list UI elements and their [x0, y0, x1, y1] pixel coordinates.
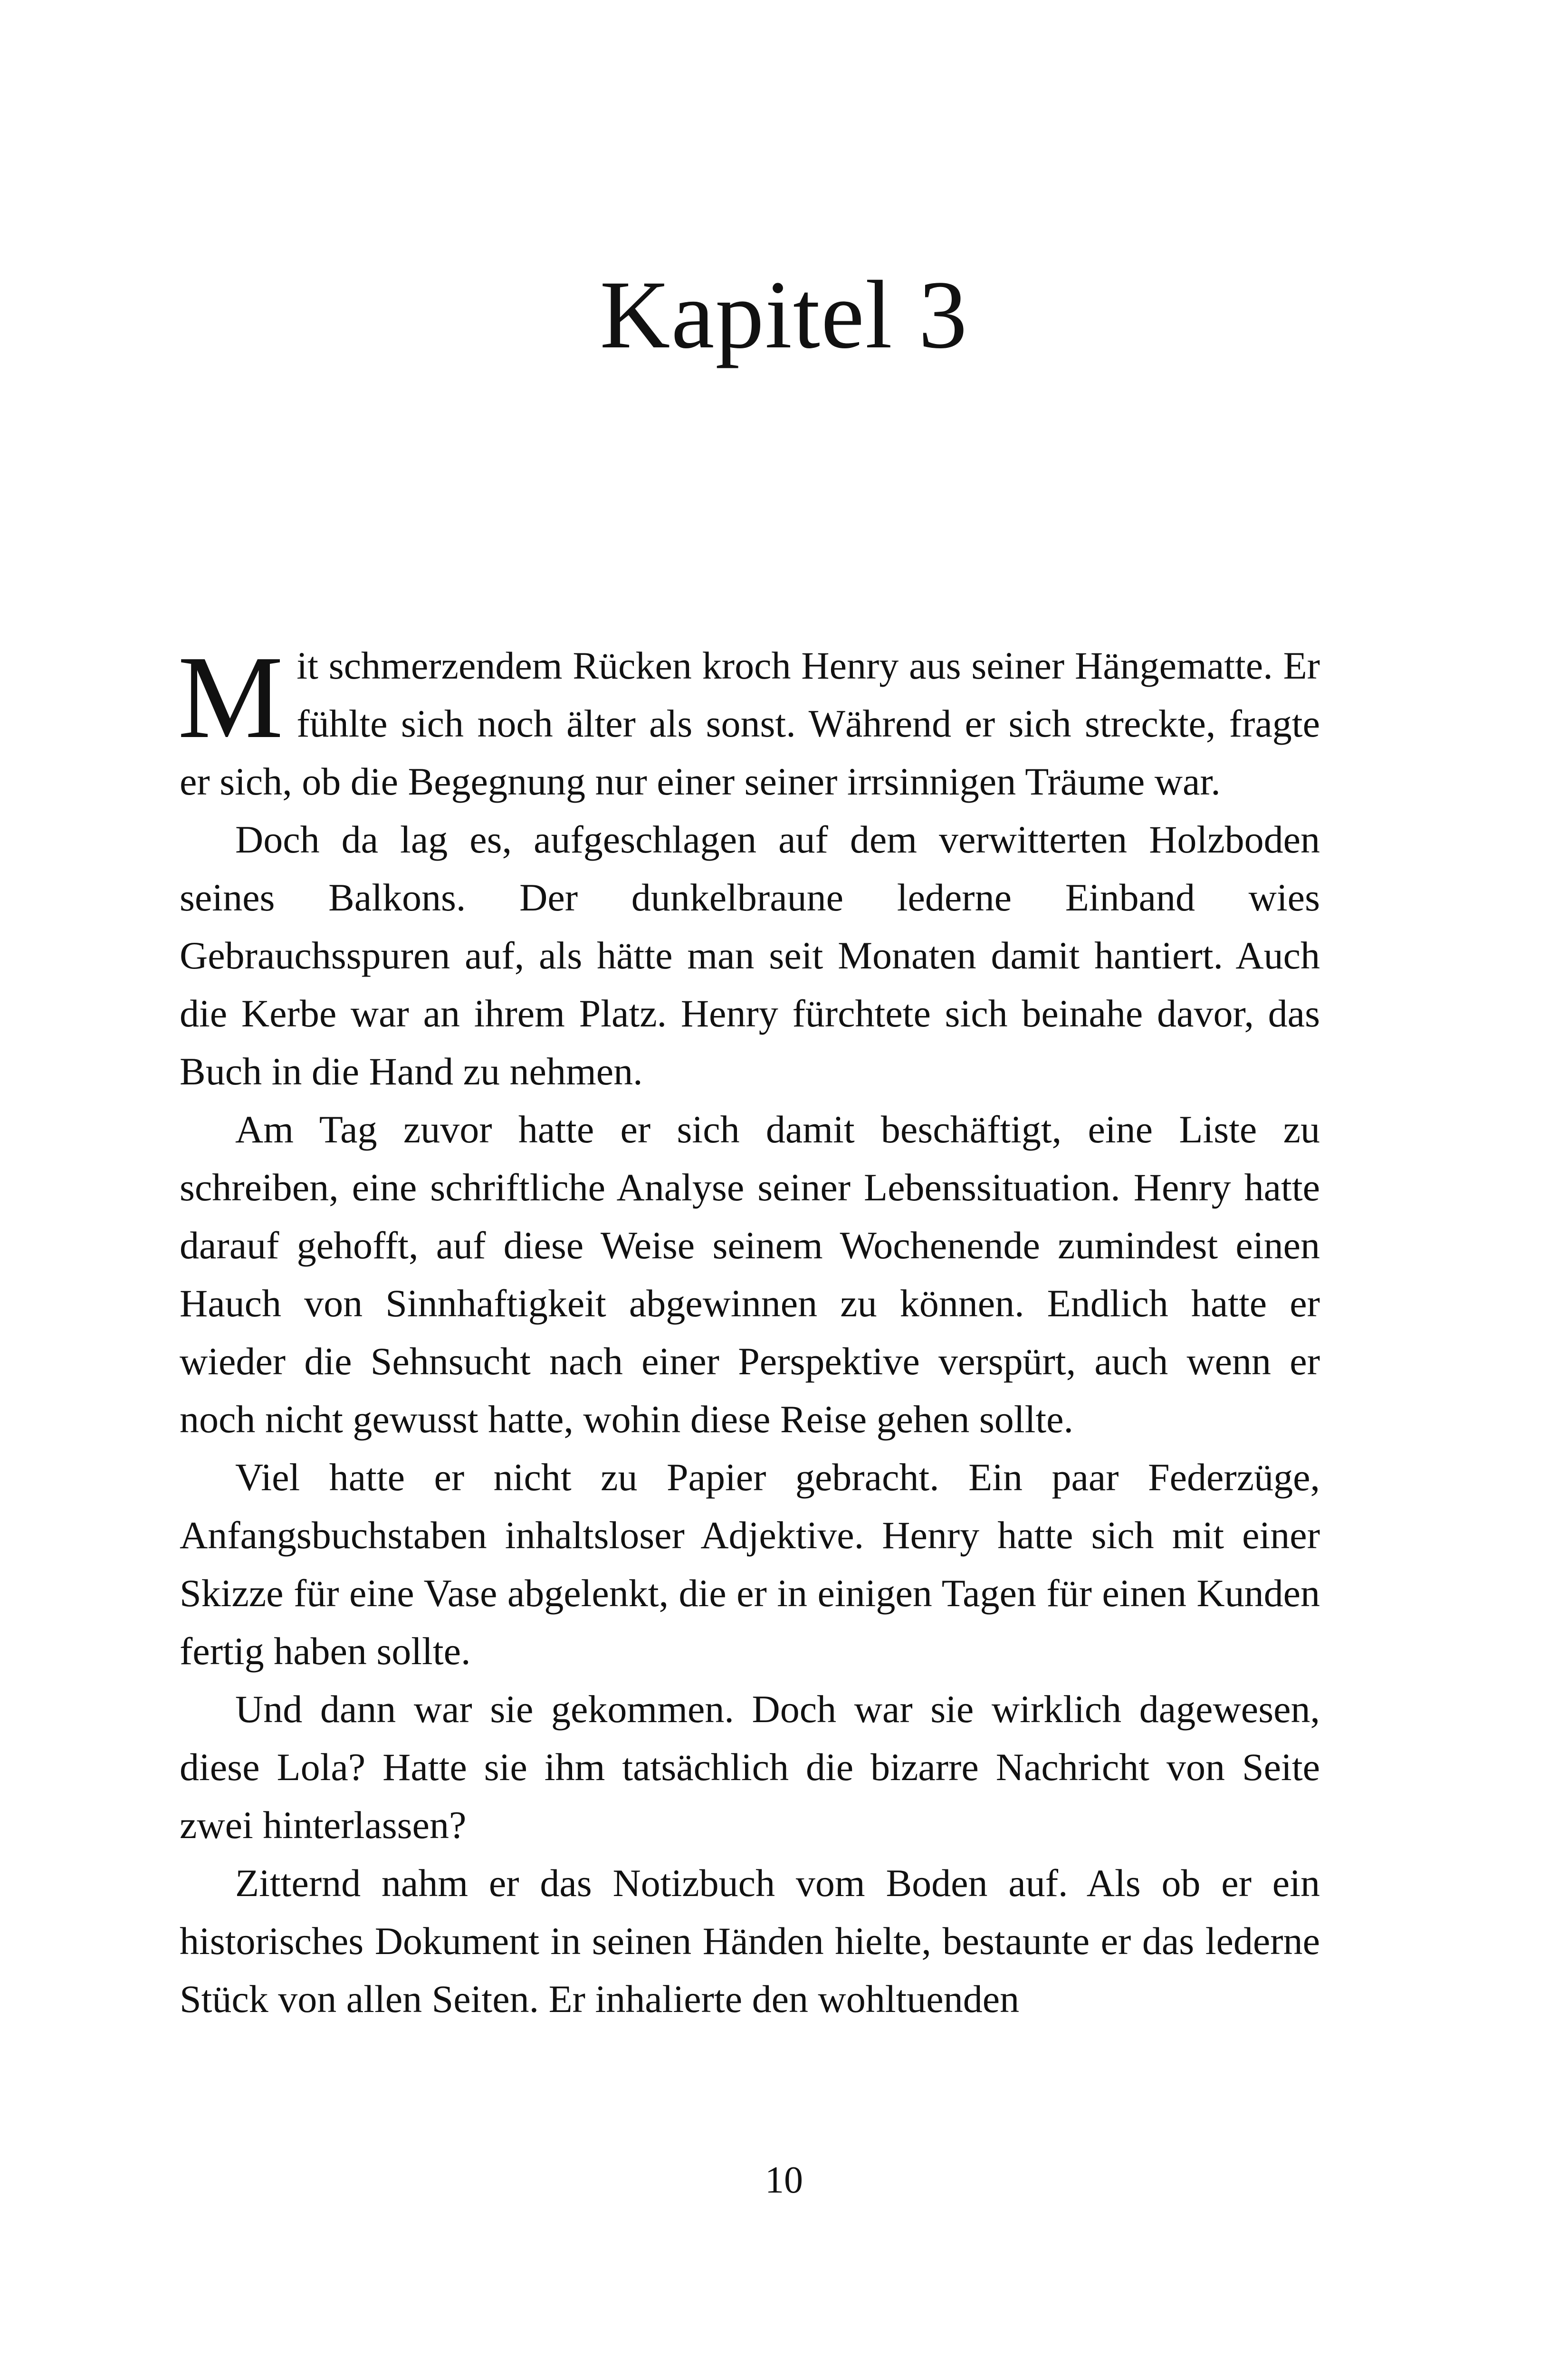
- paragraph-5: Und dann war sie gekommen. Doch war sie wirklich dagewesen, diese Lola? Hatte sie ihm tatsächlich die bizarre Nachricht von Seite zwei hinterlassen?: [180, 1687, 1320, 1847]
- paragraph-3: Am Tag zuvor hatte er sich damit beschäftigt, eine Liste zu schreiben, eine schriftliche Analyse seiner Lebenssituation. Henry hatte darauf gehofft, auf diese Weise seinem Wochenende zumindest einen Hauch von Sinnhaftigkeit abgewinnen zu können. Endlich hatte er wieder die Sehnsucht nach einer Perspektive verspürt, auch wenn er noch nicht gewusst hatte, wohin diese Reise gehen sollte.: [180, 1108, 1320, 1441]
- chapter-body: [178, 632, 1320, 2028]
- paragraph-2: Doch da lag es, aufgeschlagen auf dem verwitterten Holzboden seines Balkons. Der dunkelbraune lederne Einband wies Gebrauchsspuren auf, als hätte man seit Monaten damit hantiert. Auch die Kerbe war an ihrem Platz. Henry fürchtete sich beinahe davor, das Buch in die Hand zu nehmen.: [180, 818, 1320, 1093]
- chapter-title: Kapitel 3: [600, 261, 968, 369]
- page-number: 10: [765, 2159, 803, 2201]
- paragraph-4: Viel hatte er nicht zu Papier gebracht. Ein paar Federzüge, Anfangsbuchstaben inhaltsloser Adjektive. Henry hatte sich mit einer Skizze für eine Vase abgelenkt, die er in einigen Tagen für einen Kunden fertig haben sollte.: [180, 1456, 1320, 1673]
- paragraph-1: [178, 632, 1320, 811]
- paragraph-6: Zitternd nahm er das Notizbuch vom Boden auf. Als ob er ein historisches Dokument in seinen Händen hielte, bestaunte er das lederne Stück von allen Seiten. Er inhalierte den wohltuenden: [180, 1861, 1320, 2021]
- paragraph-1-text: it schmerzendem Rücken kroch Henry aus seiner Hängematte. Er fühlte sich noch älter als sonst. Während er sich streckte, fragte er sich, ob die Begegnung nur einer seiner irrsinnigen Träume war.: [180, 644, 1320, 803]
- drop-cap: M: [178, 632, 284, 763]
